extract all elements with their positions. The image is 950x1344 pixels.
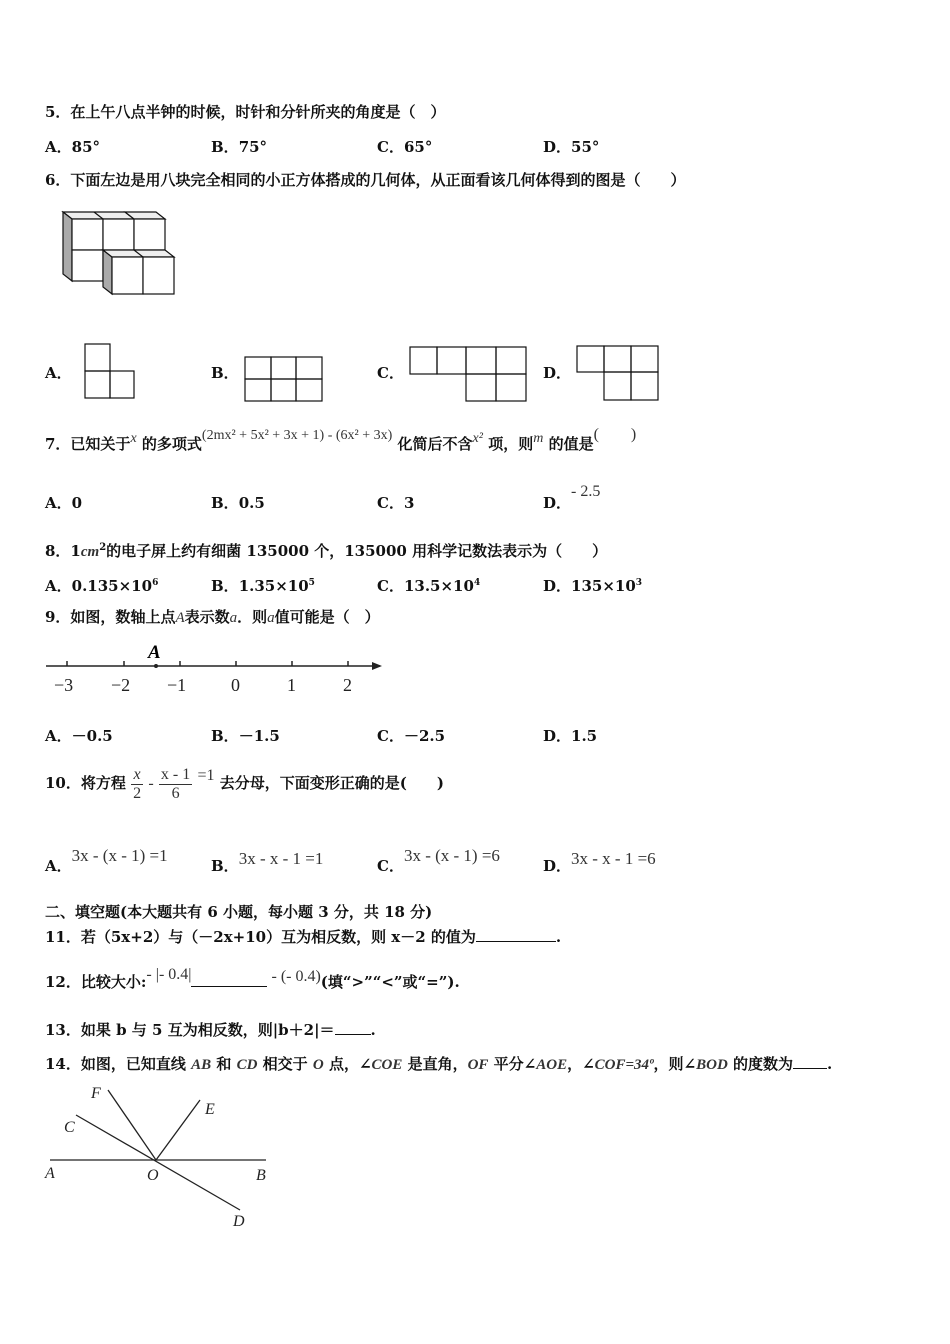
q9-option-b[interactable]: B．－1.5 xyxy=(211,727,280,745)
q10-fraction-1: $\frac{x}{2}$ xyxy=(133,765,142,802)
q5-option-c[interactable]: C．65° xyxy=(377,138,433,156)
q7-stem: 7．已知关于x 的多项式(2mx² + 5x² + 3x + 1) - (6x² + 3x) 化简后不含x² 项，则m 的值是( ) xyxy=(45,426,637,453)
q14-label-b: B xyxy=(256,1167,266,1184)
q11-answer-blank[interactable] xyxy=(476,941,556,942)
q10-option-d[interactable]: D．3x - x - 1 =6 xyxy=(543,849,656,875)
q7-option-a[interactable]: A．0 xyxy=(45,494,83,512)
q13-stem: 13．如果 b 与 5 互为相反数，则|b＋2|＝ . xyxy=(45,1021,376,1039)
q9-point-label: A xyxy=(148,642,161,663)
q9-stem: 9．如图，数轴上点A表示数a．则a值可能是（ ） xyxy=(45,608,380,626)
q9-tick-label: −3 xyxy=(54,675,74,695)
q9-tick-label: 2 xyxy=(343,675,352,695)
q6-option-a[interactable]: A． xyxy=(45,364,72,382)
q14-label-a: A xyxy=(45,1165,55,1182)
q10-option-b[interactable]: B．3x - x - 1 =1 xyxy=(211,849,324,875)
q6-option-c-figure xyxy=(409,346,529,403)
q8-stem: 8．$1cm^2$的电子屏上约有细菌 135000 个，135000 用科学记数法表示为（ ） xyxy=(45,542,608,560)
q9-tick-label: 0 xyxy=(231,675,240,695)
q13-answer-blank[interactable] xyxy=(335,1034,371,1035)
q14-label-d: D xyxy=(233,1213,245,1230)
q9-option-a[interactable]: A．－0.5 xyxy=(45,727,113,745)
q9-option-c[interactable]: C．－2.5 xyxy=(377,727,446,745)
q5-stem: 5．在上午八点半钟的时候，时针和分针所夹的角度是（ ） xyxy=(45,103,446,121)
q6-option-b[interactable]: B． xyxy=(211,364,239,382)
q9-option-d[interactable]: D．1.5 xyxy=(543,727,598,745)
q14-label-f: F xyxy=(91,1085,101,1102)
q10-option-a[interactable]: A．3x - (x - 1) =1 xyxy=(45,846,168,875)
q8-option-d[interactable]: D．$135\times 10^3$ xyxy=(543,577,643,595)
q10-stem: 10．将方程 $\frac{x}{2}$ - $\frac{x - 1}{6}$ =1 去分母，下面变形正确的是( ) xyxy=(45,765,444,802)
q8-option-a[interactable]: A．$0.135\times 10^6$ xyxy=(45,577,159,595)
q9-tick-label: −2 xyxy=(111,675,131,695)
q8-option-c[interactable]: C．$13.5\times 10^4$ xyxy=(377,577,481,595)
q6-option-d-figure xyxy=(576,345,661,403)
q9-tick-label: 1 xyxy=(287,675,296,695)
q14-label-e: E xyxy=(205,1101,215,1118)
q6-stem: 6．下面左边是用八块完全相同的小正方体搭成的几何体，从正面看该几何体得到的图是（ ） xyxy=(45,171,686,189)
q6-cube-figure xyxy=(55,205,185,300)
q9-tick-label: −1 xyxy=(167,675,187,695)
q6-option-c[interactable]: C． xyxy=(377,364,404,382)
q5-option-a[interactable]: A．85° xyxy=(45,138,101,156)
q14-answer-blank[interactable] xyxy=(793,1068,827,1069)
q6-option-a-figure xyxy=(84,343,136,400)
q12-stem: 12．比较大小:- |- 0.4| - (- 0.4)(填“>”“<”或“=”). xyxy=(45,966,460,991)
q14-label-c: C xyxy=(64,1119,75,1136)
q14-stem: 14．如图，已知直线 AB 和 CD 相交于 O 点，∠COE 是直角，OF 平分∠AOE，∠COF=34º，则∠BOD 的度数为 . xyxy=(45,1055,833,1073)
q7-option-d[interactable]: D．- 2.5 xyxy=(543,483,601,512)
q5-option-b[interactable]: B．75° xyxy=(211,138,268,156)
q9-number-line xyxy=(44,638,389,700)
q7-expression: (2mx² + 5x² + 3x + 1) - (6x² + 3x) xyxy=(201,428,393,443)
q6-option-d[interactable]: D． xyxy=(543,364,572,382)
q6-option-b-figure xyxy=(244,356,324,403)
q11-stem: 11．若（5x+2）与（－2x+10）互为相反数，则 x－2 的值为 . xyxy=(45,928,562,946)
q10-fraction-2: $\frac{x - 1}{6}$ xyxy=(160,765,191,802)
q7-option-c[interactable]: C．3 xyxy=(377,494,415,512)
q5-option-d[interactable]: D．55° xyxy=(543,138,600,156)
section-heading: 二、填空题(本大题共有 6 小题，每小题 3 分，共 18 分) xyxy=(45,903,433,921)
q10-option-c[interactable]: C．3x - (x - 1) =6 xyxy=(377,846,500,875)
q12-answer-blank[interactable] xyxy=(191,986,267,987)
q14-label-o: O xyxy=(147,1167,159,1184)
q8-option-b[interactable]: B．$1.35\times 10^5$ xyxy=(211,577,315,595)
q14-angle-figure xyxy=(40,1080,280,1230)
q7-option-b[interactable]: B．0.5 xyxy=(211,494,265,512)
